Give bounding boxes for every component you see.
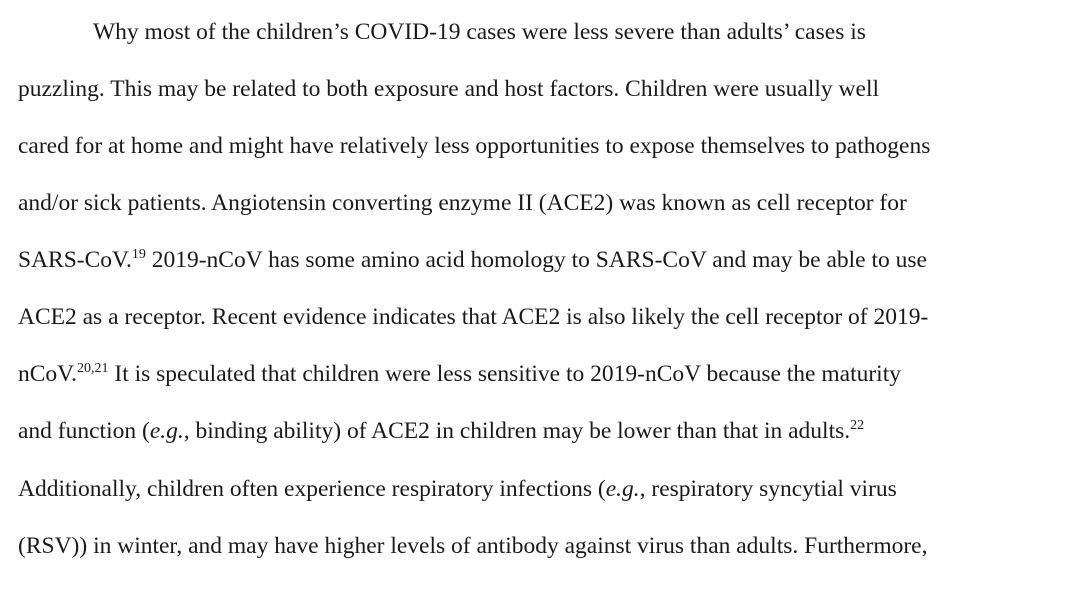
text-line-5	[18, 249, 927, 273]
citation-superscript: 19	[131, 247, 146, 262]
text-line-10: (RSV)) in winter, and may have higher levels of antibody against virus than adults. Furthermore,	[18, 533, 928, 559]
italic-abbreviation: e.g.	[149, 418, 184, 444]
text-segment: nCoV.	[18, 361, 77, 387]
text-segment: Additionally, children often experience respiratory infections (	[18, 476, 606, 502]
italic-abbreviation: e.g.	[605, 476, 640, 502]
text-segment: and function (	[18, 418, 150, 444]
text-segment: , binding ability) of ACE2 in children may be lower than that in adults.	[183, 418, 851, 444]
text-line-1: Why most of the children’s COVID-19 cases were less severe than adults’ cases is	[93, 19, 866, 45]
text-line-7	[18, 363, 901, 387]
text-line-8	[18, 420, 864, 444]
text-segment: 2019-nCoV has some amino acid homology to SARS-CoV and may be able to use	[145, 247, 927, 273]
text-line-2: puzzling. This may be related to both exposure and host factors. Children were usually well	[18, 76, 880, 102]
text-line-3: cared for at home and might have relatively less opportunities to expose themselves to pathogens	[18, 133, 931, 159]
text-line-9	[18, 478, 897, 502]
text-line-4: and/or sick patients. Angiotensin converting enzyme II (ACE2) was known as cell receptor for	[18, 190, 907, 216]
text-segment: SARS-CoV.	[18, 247, 132, 273]
citation-superscript: 20,21	[77, 361, 109, 376]
citation-superscript: 22	[850, 418, 865, 433]
text-line-6: ACE2 as a receptor. Recent evidence indicates that ACE2 is also likely the cell receptor of 2019-	[18, 304, 929, 330]
text-segment: It is speculated that children were less sensitive to 2019-nCoV because the maturity	[108, 361, 901, 387]
text-segment: , respiratory syncytial virus	[639, 476, 897, 502]
